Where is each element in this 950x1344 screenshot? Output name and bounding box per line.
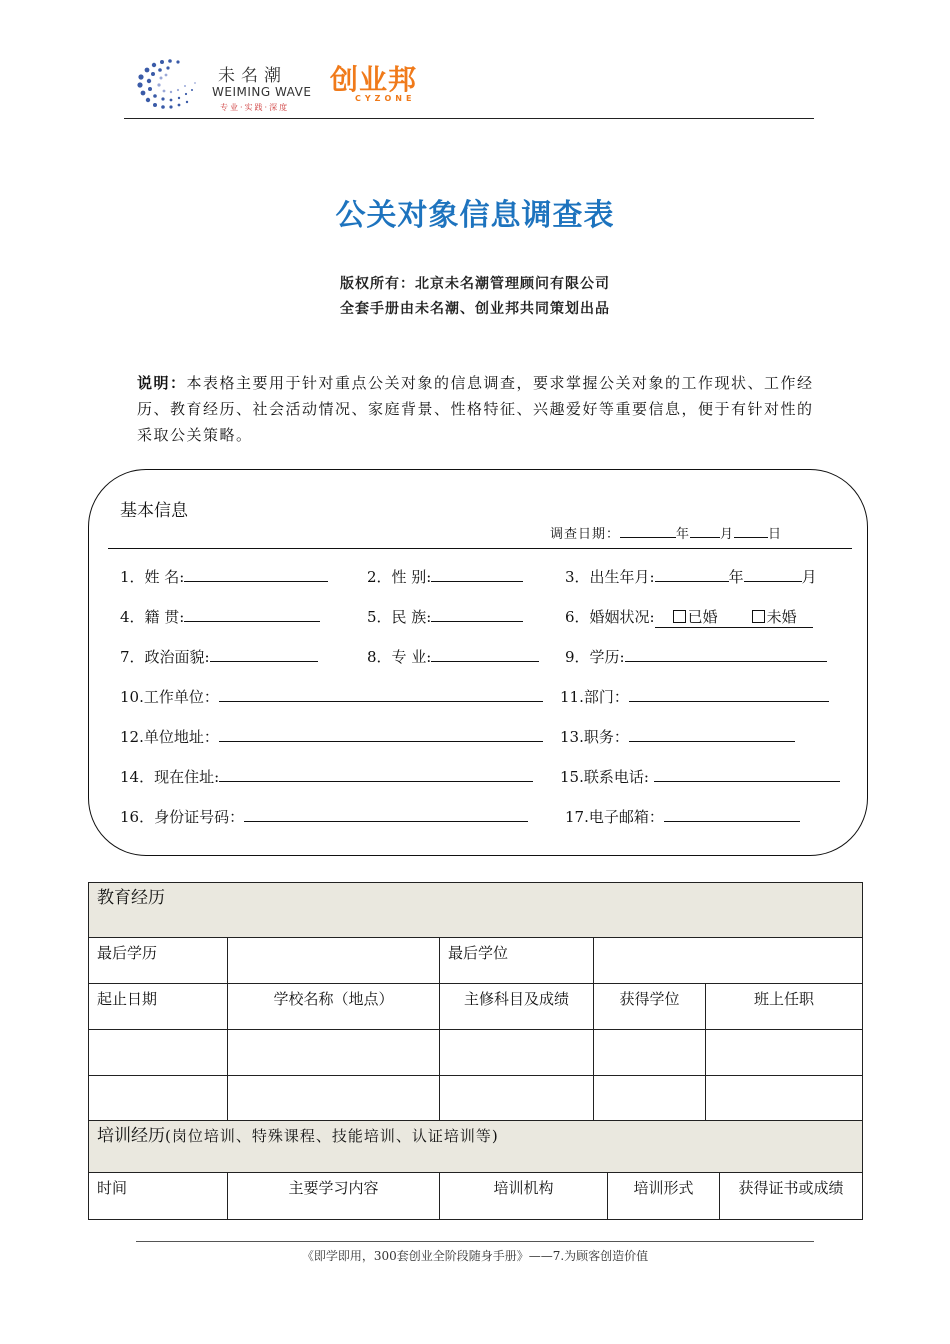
col-certificate: 获得证书或成绩 <box>720 1173 863 1220</box>
table-cell[interactable] <box>706 1030 863 1076</box>
col-institution: 培训机构 <box>440 1173 608 1220</box>
native-label: 4．籍 贯: <box>120 608 185 626</box>
survey-month-label: 月 <box>720 527 735 542</box>
last-degree-label: 最后学历 <box>89 938 228 984</box>
political-input[interactable] <box>210 646 318 662</box>
last-degree-row <box>89 938 863 984</box>
logo-weiming-cn: 未名潮 <box>218 66 287 86</box>
training-heading-text: 培训经历 <box>97 1126 165 1146</box>
major-label: 8．专 业: <box>367 648 432 666</box>
table-cell[interactable] <box>440 1030 594 1076</box>
col-dates: 起止日期 <box>89 984 228 1030</box>
employer-input[interactable] <box>219 686 543 702</box>
survey-date <box>550 522 782 542</box>
table-cell[interactable] <box>440 1076 594 1122</box>
home-address-input[interactable] <box>219 766 533 782</box>
phone-field <box>560 766 840 787</box>
email-label: 17.电子邮箱： <box>565 808 664 826</box>
political-label: 7．政治面貌: <box>120 648 210 666</box>
major-input[interactable] <box>431 646 539 662</box>
employer-field <box>120 686 543 707</box>
id-number-label: 16．身份证号码： <box>120 808 245 826</box>
table-row <box>89 1076 863 1122</box>
name-input[interactable] <box>184 566 328 582</box>
birth-month-label: 月 <box>801 568 817 586</box>
major-field <box>367 646 539 667</box>
table-cell[interactable] <box>228 1030 440 1076</box>
description <box>137 370 827 448</box>
gender-input[interactable] <box>431 566 523 582</box>
logo-weiming-en: WEIMING WAVE <box>212 85 312 99</box>
col-content: 主要学习内容 <box>228 1173 440 1220</box>
col-class-role: 班上任职 <box>706 984 863 1030</box>
gender-field <box>367 566 523 587</box>
basic-info-heading: 基本信息 <box>120 501 188 521</box>
wave-dots-icon <box>135 57 207 109</box>
id-number-input[interactable] <box>244 806 528 822</box>
survey-day-label: 日 <box>768 527 783 542</box>
position-input[interactable] <box>629 726 795 742</box>
copyright-line: 版权所有：北京未名潮管理顾问有限公司 <box>340 276 610 292</box>
employer-address-field <box>120 726 543 747</box>
last-academic-value[interactable] <box>594 938 863 984</box>
education-field <box>565 646 827 667</box>
survey-date-label: 调查日期： <box>550 527 621 542</box>
basic-info-divider <box>108 548 852 549</box>
education-header-row <box>89 883 863 938</box>
ethnicity-label: 5．民 族: <box>367 608 432 626</box>
department-input[interactable] <box>629 686 829 702</box>
last-academic-label: 最后学位 <box>440 938 594 984</box>
education-input[interactable] <box>625 646 827 662</box>
col-time: 时间 <box>89 1173 228 1220</box>
table-cell[interactable] <box>594 1030 706 1076</box>
education-label: 9．学历: <box>565 648 625 666</box>
unmarried-label: 未婚 <box>766 608 797 626</box>
training-header-row <box>89 1121 863 1173</box>
table-cell[interactable] <box>89 1076 228 1122</box>
training-table <box>88 1120 863 1220</box>
id-number-field <box>120 806 528 827</box>
education-heading: 教育经历 <box>89 883 863 938</box>
col-degree: 获得学位 <box>594 984 706 1030</box>
table-row <box>89 1030 863 1076</box>
logo-cyzone-cn: 创业邦 <box>330 63 418 96</box>
description-text: 本表格主要用于针对重点公关对象的信息调查，要求掌握公关对象的工作现状、工作经历、教育经历、社会活动情况、家庭背景、性格特征、兴趣爱好等重要信息，便于有针对性的采取公关策略。 <box>137 374 814 444</box>
table-cell[interactable] <box>89 1030 228 1076</box>
page-title: 公关对象信息调查表 <box>335 198 615 233</box>
political-field <box>120 646 318 667</box>
native-input[interactable] <box>184 606 320 622</box>
training-column-header-row <box>89 1173 863 1220</box>
married-label: 已婚 <box>687 608 718 626</box>
survey-month-input[interactable] <box>690 522 720 538</box>
department-label: 11.部门： <box>560 688 629 706</box>
logo-weiming-tagline: 专业·实践·深度 <box>220 103 290 112</box>
ethnicity-input[interactable] <box>431 606 523 622</box>
home-address-field <box>120 766 533 787</box>
marital-label: 6．婚姻状况: <box>565 608 655 626</box>
survey-day-input[interactable] <box>734 522 768 538</box>
marital-field <box>565 606 813 628</box>
birth-month-input[interactable] <box>744 566 802 582</box>
phone-input[interactable] <box>654 766 840 782</box>
description-label: 说明： <box>137 374 187 392</box>
producer-line: 全套手册由未名潮、创业邦共同策划出品 <box>340 301 610 317</box>
footer-text: 《即学即用，300套创业全阶段随身手册》——7.为顾客创造价值 <box>301 1249 649 1263</box>
birth-year-label: 年 <box>728 568 744 586</box>
table-cell[interactable] <box>594 1076 706 1122</box>
table-cell[interactable] <box>228 1076 440 1122</box>
col-major: 主修科目及成绩 <box>440 984 594 1030</box>
native-field <box>120 606 320 627</box>
email-input[interactable] <box>664 806 800 822</box>
email-field <box>565 806 800 827</box>
col-school: 学校名称（地点） <box>228 984 440 1030</box>
survey-year-label: 年 <box>676 527 691 542</box>
birth-label: 3．出生年月: <box>565 568 655 586</box>
survey-year-input[interactable] <box>620 522 676 538</box>
col-form: 培训形式 <box>608 1173 720 1220</box>
position-label: 13.职务： <box>560 728 629 746</box>
birth-field <box>565 566 817 587</box>
education-table <box>88 882 863 1122</box>
footer-divider <box>136 1241 814 1242</box>
married-option[interactable] <box>673 608 718 626</box>
training-heading <box>89 1121 863 1173</box>
employer-address-label: 12.单位地址： <box>120 728 219 746</box>
logo-cyzone-en: CYZONE <box>355 94 416 103</box>
gender-label: 2．性 别: <box>367 568 432 586</box>
employer-label: 10.工作单位： <box>120 688 219 706</box>
employer-address-input[interactable] <box>219 726 543 742</box>
ethnicity-field <box>367 606 523 627</box>
phone-label: 15.联系电话: <box>560 768 654 786</box>
last-degree-value[interactable] <box>228 938 440 984</box>
home-address-label: 14．现在住址: <box>120 768 220 786</box>
unmarried-option[interactable] <box>752 608 797 626</box>
name-label: 1．姓 名: <box>120 568 185 586</box>
unmarried-checkbox[interactable] <box>752 610 765 623</box>
married-checkbox[interactable] <box>673 610 686 623</box>
header-divider <box>124 118 814 119</box>
birth-year-input[interactable] <box>655 566 729 582</box>
position-field <box>560 726 795 747</box>
department-field <box>560 686 829 707</box>
education-column-header-row <box>89 984 863 1030</box>
table-cell[interactable] <box>706 1076 863 1122</box>
name-field <box>120 566 328 587</box>
training-heading-note: (岗位培训、特殊课程、技能培训、认证培训等) <box>165 1127 499 1145</box>
